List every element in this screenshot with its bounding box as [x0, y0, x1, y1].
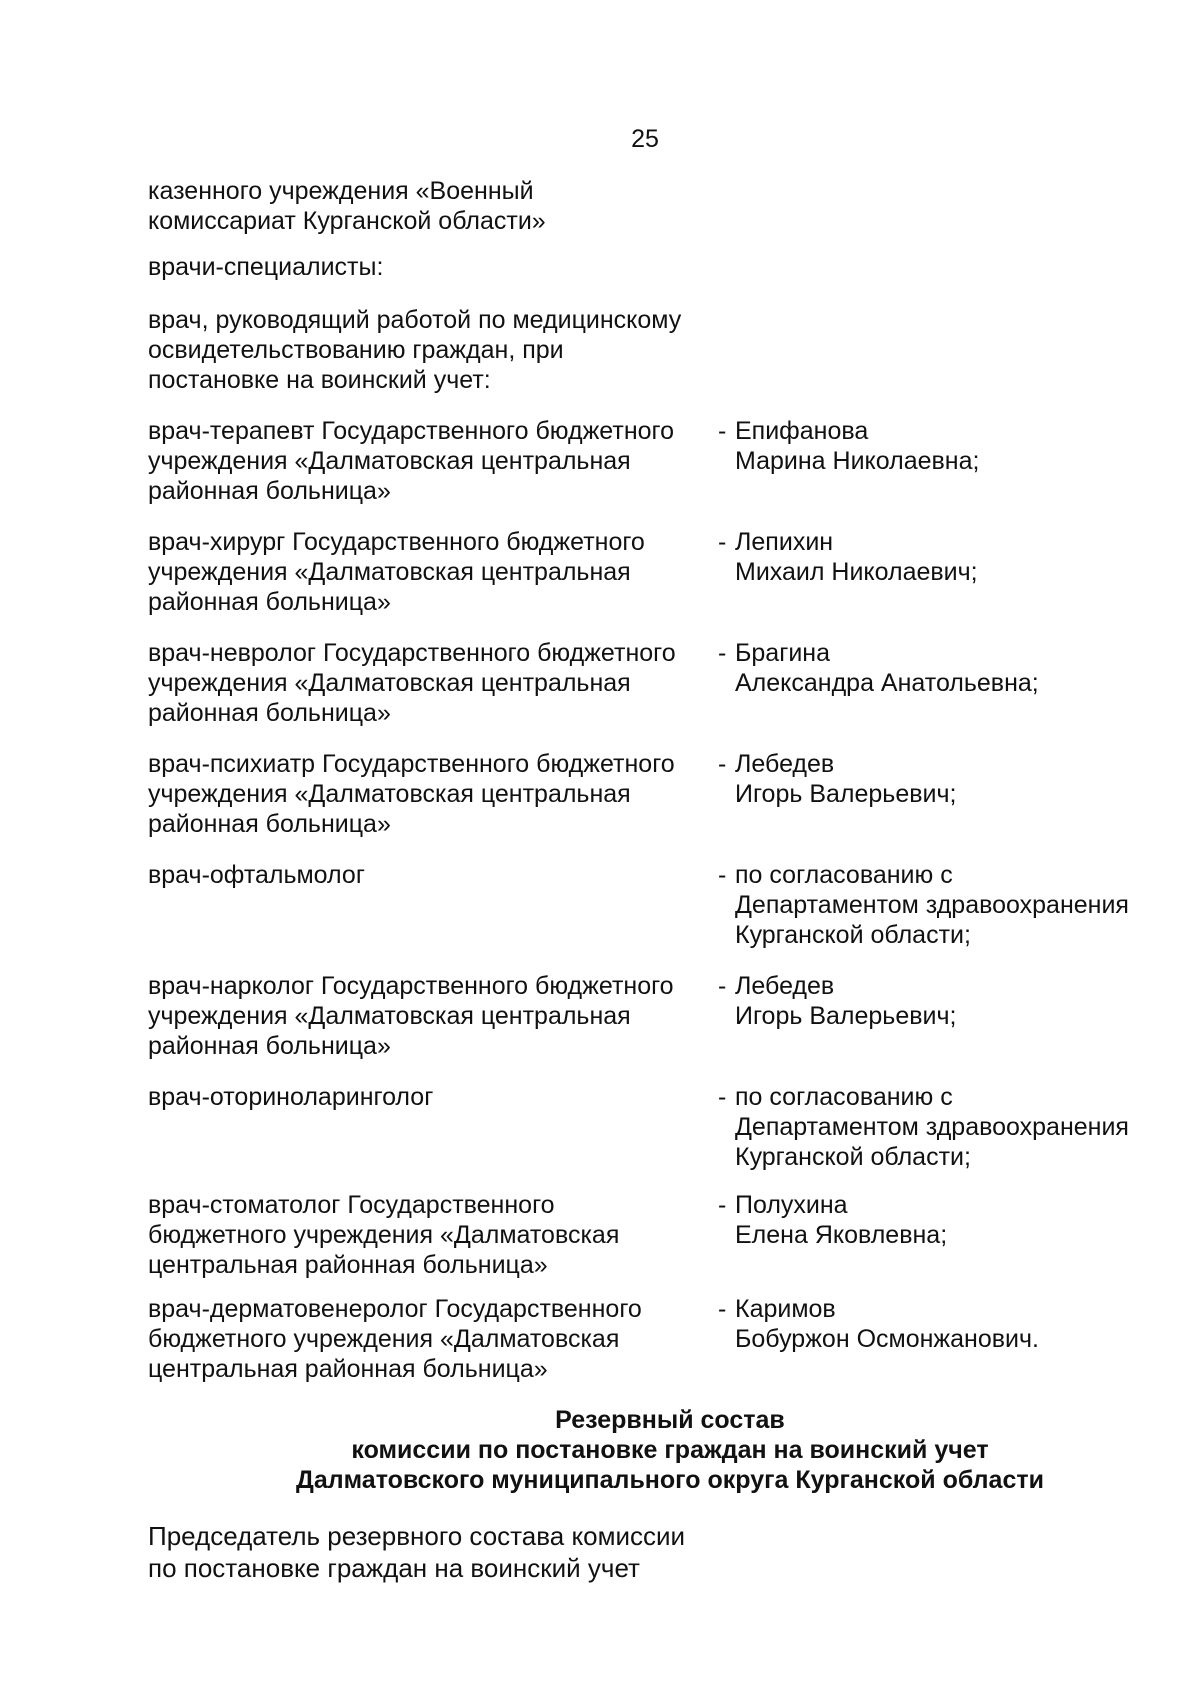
person-line: Игорь Валерьевич; [735, 1002, 957, 1030]
reserve-chairman-text [148, 1520, 685, 1584]
person-line: Департаментом здравоохранения [735, 1113, 1129, 1141]
person-line: Каримов [735, 1295, 836, 1323]
dash-marker: - [718, 750, 727, 778]
lead-doctor-text [148, 305, 1148, 395]
member-person [718, 1294, 1158, 1354]
person-line: Михаил Николаевич; [735, 558, 978, 586]
position-line: учреждения «Далматовская центральная [148, 447, 631, 475]
member-position [148, 1082, 708, 1112]
member-person [718, 416, 1158, 476]
member-position [148, 416, 708, 506]
reserve-title-line: Резервный состав [555, 1406, 785, 1434]
member-position [148, 638, 708, 728]
dash-marker: - [718, 1191, 727, 1219]
person-line: Марина Николаевна; [735, 447, 980, 475]
position-line: учреждения «Далматовская центральная [148, 558, 631, 586]
member-person [718, 1082, 1158, 1172]
member-position [148, 749, 708, 839]
dash-marker: - [718, 861, 727, 889]
dash-marker: - [718, 1083, 727, 1111]
page-number: 25 [631, 125, 659, 153]
member-person [718, 971, 1158, 1031]
position-line: центральная районная больница» [148, 1251, 548, 1279]
dash-marker: - [718, 972, 727, 1000]
position-line: районная больница» [148, 1032, 391, 1060]
position-line: учреждения «Далматовская центральная [148, 780, 631, 808]
person-line: Лепихин [735, 528, 834, 556]
position-line: бюджетного учреждения «Далматовская [148, 1221, 620, 1249]
dash-marker: - [718, 639, 727, 667]
member-person [718, 638, 1158, 698]
dash-marker: - [718, 528, 727, 556]
person-line: Александра Анатольевна; [735, 669, 1039, 697]
person-line: Бобуржон Осмонжанович. [735, 1325, 1039, 1353]
position-line: врач-нарколог Государственного бюджетного [148, 972, 674, 1000]
position-line: врач-невролог Государственного бюджетного [148, 639, 676, 667]
person-line: Епифанова [735, 417, 869, 445]
person-line: по согласованию с [735, 1083, 953, 1111]
person-line: Лебедев [735, 972, 835, 1000]
position-line: учреждения «Далматовская центральная [148, 669, 631, 697]
intro-text [148, 176, 1148, 236]
dash-marker: - [718, 417, 727, 445]
lead-doctor-line: постановке на воинский учет: [148, 366, 491, 394]
specialists-heading [148, 252, 1148, 282]
member-position [148, 527, 708, 617]
position-line: врач-терапевт Государственного бюджетного [148, 417, 675, 445]
position-line: районная больница» [148, 699, 391, 727]
person-line: Курганской области; [735, 921, 971, 949]
member-person [718, 749, 1158, 809]
dash-marker: - [718, 1295, 727, 1323]
position-line: центральная районная больница» [148, 1355, 548, 1383]
specialists-heading-text: врачи-специалисты: [148, 253, 384, 281]
member-person [718, 860, 1158, 950]
position-line: врач-офтальмолог [148, 861, 365, 889]
person-line: Полухина [735, 1191, 848, 1219]
reserve-title-line: Далматовского муниципального округа Курганской области [296, 1466, 1044, 1494]
member-person [718, 527, 1158, 587]
member-position [148, 1294, 708, 1384]
position-line: районная больница» [148, 810, 391, 838]
chairman-line: Председатель резервного состава комиссии [148, 1521, 686, 1551]
person-line: Департаментом здравоохранения [735, 891, 1129, 919]
member-person [718, 1190, 1158, 1250]
lead-doctor-line: врач, руководящий работой по медицинскому [148, 306, 682, 334]
intro-line: казенного учреждения «Военный [148, 177, 534, 205]
position-line: врач-дерматовенеролог Государственного [148, 1295, 642, 1323]
position-line: учреждения «Далматовская центральная [148, 1002, 631, 1030]
member-position [148, 971, 708, 1061]
reserve-title-line: комиссии по постановке граждан на воинский учет [351, 1436, 989, 1464]
intro-line: комиссариат Курганской области» [148, 207, 546, 235]
position-line: врач-стоматолог Государственного [148, 1191, 555, 1219]
lead-doctor-line: освидетельствованию граждан, при [148, 336, 564, 364]
chairman-line: по постановке граждан на воинский учет [148, 1553, 640, 1583]
person-line: Лебедев [735, 750, 835, 778]
person-line: Брагина [735, 639, 831, 667]
person-line: по согласованию с [735, 861, 953, 889]
position-line: врач-хирург Государственного бюджетного [148, 528, 645, 556]
person-line: Игорь Валерьевич; [735, 780, 957, 808]
position-line: бюджетного учреждения «Далматовская [148, 1325, 620, 1353]
position-line: врач-оториноларинголог [148, 1083, 434, 1111]
member-position [148, 1190, 708, 1280]
person-line: Курганской области; [735, 1143, 971, 1171]
position-line: врач-психиатр Государственного бюджетного [148, 750, 675, 778]
person-line: Елена Яковлевна; [735, 1221, 948, 1249]
position-line: районная больница» [148, 477, 391, 505]
reserve-composition-title [0, 1405, 1200, 1495]
position-line: районная больница» [148, 588, 391, 616]
member-position [148, 860, 708, 890]
